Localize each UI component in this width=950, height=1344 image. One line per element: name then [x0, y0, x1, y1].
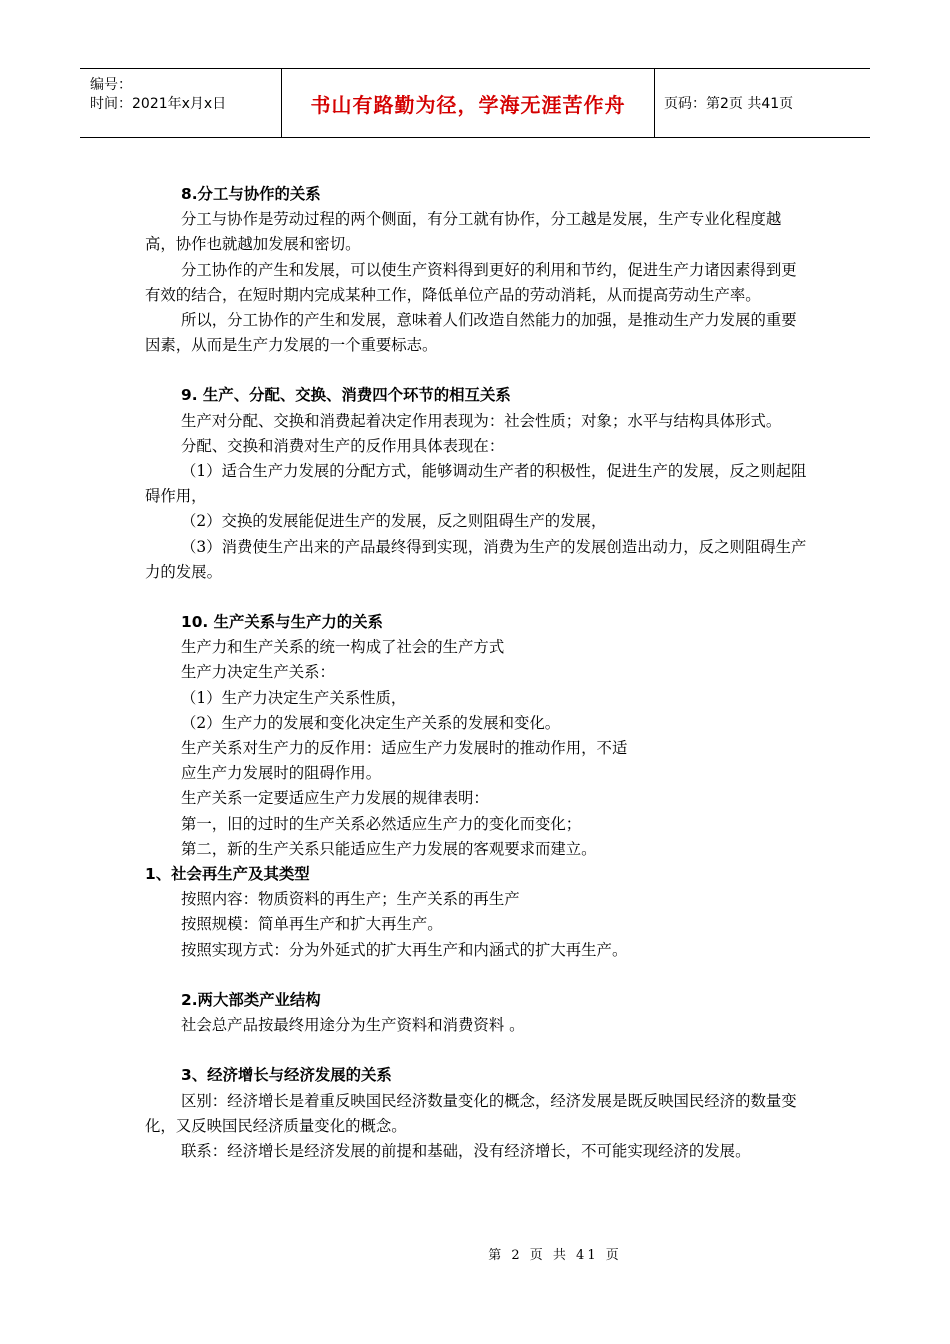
header-page-cell: [654, 69, 870, 137]
spacer: [145, 358, 810, 383]
paragraph: （1）生产力决定生产关系性质，: [181, 688, 407, 707]
paragraph: （2）生产力的发展和变化决定生产关系的发展和变化。: [181, 713, 561, 732]
section-title: 9. 生产、分配、交换、消费四个环节的相互关系: [181, 386, 511, 405]
paragraph: 分配、交换和消费对生产的反作用具体表现在：: [181, 436, 505, 455]
paragraph: 分工与协作是劳动过程的两个侧面，有分工就有协作，分工越是发展，生产专业化程度越高，协作也就越加发展和密切。: [145, 210, 782, 254]
number-label: 编号：: [90, 77, 132, 93]
spacer: [145, 1038, 810, 1063]
paragraph: 第二，新的生产关系只能适应生产力发展的客观要求而建立。: [181, 839, 597, 858]
section-title: 1、社会再生产及其类型: [145, 865, 310, 884]
section-title: 3、经济增长与经济发展的关系: [181, 1066, 392, 1085]
paragraph: 第一，旧的过时的生产关系必然适应生产力的变化而变化；: [181, 814, 582, 833]
spacer: [145, 963, 810, 988]
paragraph: 生产力和生产关系的统一构成了社会的生产方式: [181, 638, 505, 657]
section-title: 10. 生产关系与生产力的关系: [181, 613, 383, 632]
paragraph: 区别：经济增长是着重反映国民经济数量变化的概念，经济发展是既反映国民经济的数量变化，又反映国民经济质量变化的概念。: [145, 1091, 797, 1135]
header-motto: 书山有路勤为径，学海无涯苦作舟: [281, 69, 655, 137]
paragraph: （3）消费使生产出来的产品最终得到实现，消费为生产的发展创造出动力，反之则阻碍生产力的发展。: [145, 537, 807, 581]
paragraph: 按照规模：简单再生产和扩大再生产。: [181, 915, 443, 934]
document-body: [145, 182, 810, 1164]
paragraph: 生产力决定生产关系：: [181, 663, 335, 682]
paragraph: 应生产力发展时的阻碍作用。: [181, 764, 382, 783]
section-title: 2.两大部类产业结构: [181, 990, 321, 1009]
paragraph: 分工协作的产生和发展，可以使生产资料得到更好的利用和节约，促进生产力诸因素得到更有效的结合，在短时期内完成某种工作，降低单位产品的劳动消耗，从而提高劳动生产率。: [145, 260, 797, 304]
page-info: 页码：第2页 共41页: [664, 96, 794, 112]
page-footer: 第 2 页 共 41 页: [488, 1248, 622, 1263]
paragraph: 按照实现方式：分为外延式的扩大再生产和内涵式的扩大再生产。: [181, 940, 628, 959]
paragraph: 生产对分配、交换和消费起着决定作用表现为：社会性质；对象；水平与结构具体形式。: [181, 411, 782, 430]
paragraph: 生产关系对生产力的反作用：适应生产力发展时的推动作用，不适: [181, 739, 628, 758]
spacer: [145, 585, 810, 610]
paragraph: （1）适合生产力发展的分配方式，能够调动生产者的积极性，促进生产的发展，反之则起阻碍作用，: [145, 462, 807, 506]
paragraph: 社会总产品按最终用途分为生产资料和消费资料 。: [181, 1016, 525, 1035]
section-title: 8.分工与协作的关系: [181, 185, 321, 203]
time-label: 时间：2021年x月x日: [90, 96, 227, 112]
paragraph: （2）交换的发展能促进生产的发展，反之则阻碍生产的发展，: [181, 512, 607, 531]
paragraph: 生产关系一定要适应生产力发展的规律表明：: [181, 789, 489, 808]
page-header: [80, 68, 870, 138]
header-meta-cell: [80, 69, 281, 137]
paragraph: 联系：经济增长是经济发展的前提和基础，没有经济增长，不可能实现经济的发展。: [181, 1141, 751, 1160]
paragraph: 所以，分工协作的产生和发展，意味着人们改造自然能力的加强，是推动生产力发展的重要因素，从而是生产力发展的一个重要标志。: [145, 311, 797, 355]
paragraph: 按照内容：物质资料的再生产；生产关系的再生产: [181, 890, 520, 909]
